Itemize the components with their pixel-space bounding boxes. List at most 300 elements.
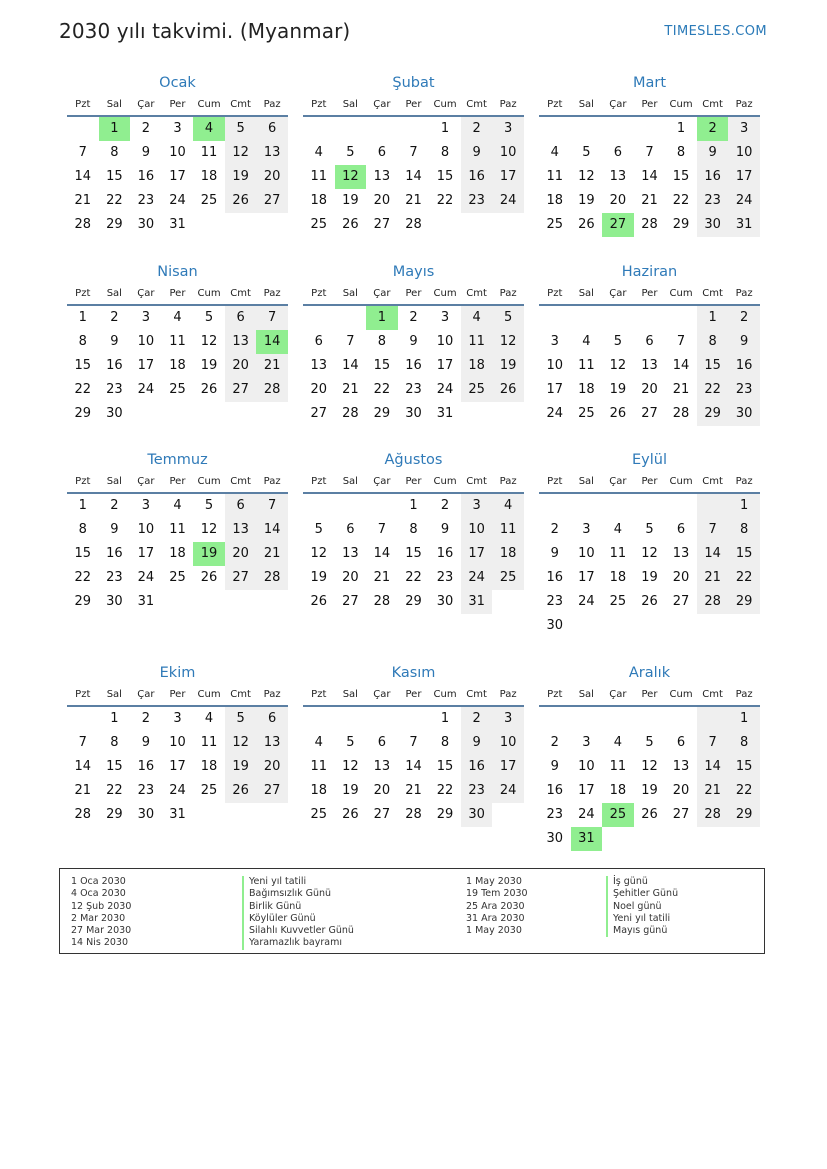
day-cell: 16 bbox=[697, 165, 729, 189]
day-cell: 8 bbox=[728, 731, 760, 755]
day-cell: 29 bbox=[74, 406, 92, 421]
weekday-label: Cum bbox=[669, 689, 693, 700]
day-cell: 14 bbox=[672, 358, 690, 373]
month-name: Temmuz bbox=[147, 452, 208, 468]
day-cell: 4 bbox=[461, 306, 493, 330]
day-cell: 19 bbox=[225, 165, 257, 189]
day-cell: 13 bbox=[225, 330, 257, 354]
empty-cell bbox=[256, 402, 288, 426]
day-cell: 30 bbox=[106, 594, 123, 609]
weekday-label: Per bbox=[169, 288, 186, 299]
legend-right-dates bbox=[466, 876, 528, 937]
day-cell: 24 bbox=[137, 382, 155, 397]
day-cell: 29 bbox=[697, 402, 729, 426]
day-cell: 2 bbox=[141, 121, 151, 136]
week-row bbox=[303, 755, 524, 779]
day-cell: 28 bbox=[256, 566, 288, 590]
day-cell: 24 bbox=[578, 807, 595, 822]
day-cell: 11 bbox=[200, 735, 218, 750]
day-cell: 18 bbox=[310, 193, 328, 208]
day-cell: 19 bbox=[641, 783, 658, 798]
day-cell: 8 bbox=[697, 330, 729, 354]
day-cell: 11 bbox=[609, 546, 627, 561]
day-cell: 15 bbox=[74, 546, 92, 561]
day-cell: 19 bbox=[310, 570, 328, 585]
week-row bbox=[539, 542, 760, 566]
weekday-label: Per bbox=[641, 476, 658, 487]
week-row bbox=[539, 141, 760, 165]
weekday-label: Paz bbox=[499, 476, 517, 487]
empty-cell bbox=[728, 827, 760, 851]
day-cell: 9 bbox=[550, 546, 559, 561]
week-row bbox=[67, 779, 288, 803]
week-row bbox=[303, 566, 524, 590]
week-row bbox=[539, 707, 760, 731]
week-row bbox=[67, 590, 288, 614]
holiday-name: Silahlı Kuvvetler Günü bbox=[242, 925, 354, 937]
day-cell: 11 bbox=[578, 358, 595, 373]
day-cell: 31 bbox=[461, 590, 493, 614]
day-cell: 4 bbox=[314, 145, 323, 160]
day-cell: 5 bbox=[204, 498, 214, 513]
day-cell: 2 bbox=[461, 707, 493, 731]
month-block bbox=[303, 448, 524, 614]
day-cell: 28 bbox=[373, 594, 391, 609]
day-cell: 20 bbox=[609, 193, 627, 208]
day-cell: 6 bbox=[225, 494, 257, 518]
day-cell: 6 bbox=[645, 334, 654, 349]
weekday-label: Çar bbox=[609, 99, 627, 110]
empty-cell bbox=[492, 803, 524, 827]
day-cell: 15 bbox=[373, 358, 391, 373]
day-cell: 22 bbox=[74, 570, 92, 585]
empty-cell bbox=[602, 306, 634, 330]
holiday-name: Yaramazlık bayramı bbox=[242, 937, 354, 949]
empty-cell bbox=[366, 707, 398, 731]
day-cell: 29 bbox=[74, 594, 92, 609]
day-cell: 15 bbox=[106, 759, 123, 774]
day-cell: 16 bbox=[546, 570, 564, 585]
day-cell: 9 bbox=[141, 145, 151, 160]
empty-cell bbox=[461, 213, 493, 237]
day-cell: 22 bbox=[405, 570, 422, 585]
month-block bbox=[539, 448, 760, 638]
day-cell: 2 bbox=[550, 735, 559, 750]
day-cell: 30 bbox=[436, 594, 454, 609]
empty-cell bbox=[602, 707, 634, 731]
week-row bbox=[303, 518, 524, 542]
day-cell: 7 bbox=[78, 735, 87, 750]
day-cell: 3 bbox=[728, 117, 760, 141]
day-cell: 31 bbox=[728, 213, 760, 237]
day-cell: 19 bbox=[641, 570, 658, 585]
weekday-label: Cmt bbox=[466, 689, 487, 700]
day-cell: 28 bbox=[697, 590, 729, 614]
weekday-label: Cum bbox=[669, 99, 693, 110]
empty-cell bbox=[303, 494, 335, 518]
day-cell: 17 bbox=[436, 358, 454, 373]
holiday-name: İş günü bbox=[606, 876, 678, 888]
week-row bbox=[539, 731, 760, 755]
empty-cell bbox=[697, 827, 729, 851]
empty-cell bbox=[130, 402, 162, 426]
weekday-label: Cmt bbox=[230, 476, 251, 487]
empty-cell bbox=[539, 707, 571, 731]
day-cell: 6 bbox=[346, 522, 355, 537]
weekday-header bbox=[303, 472, 524, 494]
day-cell: 20 bbox=[641, 382, 658, 397]
day-cell: 10 bbox=[578, 759, 595, 774]
empty-cell bbox=[634, 494, 666, 518]
day-cell: 1 bbox=[676, 121, 686, 136]
weekday-header bbox=[67, 685, 288, 707]
empty-cell bbox=[335, 494, 367, 518]
week-row bbox=[67, 213, 288, 237]
day-cell: 18 bbox=[546, 193, 564, 208]
day-cell: 3 bbox=[550, 334, 559, 349]
day-cell: 25 bbox=[310, 807, 328, 822]
day-cell: 23 bbox=[546, 594, 564, 609]
weekday-label: Cum bbox=[197, 288, 221, 299]
day-cell: 28 bbox=[74, 217, 92, 232]
day-cell: 30 bbox=[728, 402, 760, 426]
day-cell: 24 bbox=[492, 779, 524, 803]
day-cell: 13 bbox=[641, 358, 658, 373]
weekday-label: Per bbox=[405, 476, 422, 487]
day-cell: 12 bbox=[641, 759, 658, 774]
day-cell: 28 bbox=[256, 378, 288, 402]
day-cell: 12 bbox=[492, 330, 524, 354]
day-cell: 15 bbox=[436, 759, 454, 774]
holiday-name: Köylüler Günü bbox=[242, 913, 354, 925]
holiday-date: 4 Oca 2030 bbox=[71, 888, 126, 900]
day-cell: 22 bbox=[728, 779, 760, 803]
day-cell: 13 bbox=[256, 731, 288, 755]
day-cell: 17 bbox=[578, 570, 595, 585]
day-cell: 10 bbox=[578, 546, 595, 561]
weekday-header bbox=[539, 95, 760, 117]
weekday-label: Cmt bbox=[702, 99, 723, 110]
day-cell: 1 bbox=[366, 306, 398, 330]
day-cell: 5 bbox=[225, 117, 257, 141]
holiday-date: 14 Nis 2030 bbox=[71, 937, 128, 949]
day-cell: 8 bbox=[78, 522, 87, 537]
weekday-label: Pzt bbox=[547, 99, 563, 110]
day-cell: 19 bbox=[492, 354, 524, 378]
day-cell: 5 bbox=[582, 145, 591, 160]
day-cell: 26 bbox=[310, 594, 328, 609]
day-cell: 1 bbox=[440, 711, 450, 726]
month-name: Haziran bbox=[621, 264, 678, 280]
weekday-label: Çar bbox=[609, 689, 627, 700]
week-row bbox=[539, 803, 760, 827]
day-cell: 8 bbox=[409, 522, 418, 537]
weekday-label: Pzt bbox=[75, 288, 91, 299]
day-cell: 7 bbox=[697, 518, 729, 542]
day-cell: 1 bbox=[728, 707, 760, 731]
day-cell: 3 bbox=[582, 522, 591, 537]
empty-cell bbox=[697, 707, 729, 731]
day-cell: 7 bbox=[645, 145, 654, 160]
day-cell: 7 bbox=[697, 731, 729, 755]
holiday-date: 2 Mar 2030 bbox=[71, 912, 126, 924]
empty-cell bbox=[571, 614, 603, 638]
day-cell: 14 bbox=[697, 542, 729, 566]
day-cell: 22 bbox=[74, 382, 92, 397]
weekday-label: Cmt bbox=[230, 99, 251, 110]
weekday-label: Paz bbox=[735, 99, 753, 110]
day-cell: 27 bbox=[225, 566, 257, 590]
empty-cell bbox=[335, 306, 367, 330]
day-cell: 8 bbox=[440, 145, 450, 160]
empty-cell bbox=[256, 213, 288, 237]
weekday-label: Cmt bbox=[466, 476, 487, 487]
weekday-label: Cum bbox=[433, 689, 457, 700]
day-cell: 11 bbox=[609, 759, 627, 774]
day-cell: 20 bbox=[373, 193, 391, 208]
empty-cell bbox=[193, 213, 225, 237]
day-cell: 21 bbox=[256, 354, 288, 378]
week-row bbox=[303, 165, 524, 189]
weekday-label: Çar bbox=[373, 689, 391, 700]
empty-cell bbox=[492, 213, 524, 237]
day-cell: 23 bbox=[461, 779, 493, 803]
day-cell: 15 bbox=[74, 358, 92, 373]
week-row bbox=[303, 117, 524, 141]
weekday-label: Pzt bbox=[75, 99, 91, 110]
week-row bbox=[67, 117, 288, 141]
empty-cell bbox=[634, 827, 666, 851]
day-cell: 10 bbox=[137, 334, 155, 349]
week-row bbox=[303, 330, 524, 354]
day-cell: 9 bbox=[697, 141, 729, 165]
day-cell: 29 bbox=[405, 594, 422, 609]
weekday-label: Per bbox=[405, 288, 422, 299]
brand-link[interactable]: TIMESLES.COM bbox=[664, 24, 767, 39]
week-row bbox=[539, 165, 760, 189]
day-cell: 22 bbox=[728, 566, 760, 590]
month-name: Şubat bbox=[392, 75, 435, 91]
page-title: 2030 yılı takvimi. (Myanmar) bbox=[59, 19, 351, 43]
day-cell: 21 bbox=[373, 570, 391, 585]
day-cell: 4 bbox=[550, 145, 559, 160]
weekday-label: Per bbox=[169, 689, 186, 700]
day-cell: 6 bbox=[256, 117, 288, 141]
weekday-label: Çar bbox=[373, 476, 391, 487]
weekday-label: Pzt bbox=[547, 476, 563, 487]
weekday-label: Paz bbox=[263, 99, 281, 110]
day-cell: 22 bbox=[373, 382, 391, 397]
day-cell: 1 bbox=[440, 121, 450, 136]
day-cell: 28 bbox=[74, 807, 92, 822]
empty-cell bbox=[539, 494, 571, 518]
day-cell: 12 bbox=[310, 546, 328, 561]
day-cell: 14 bbox=[697, 755, 729, 779]
day-cell: 19 bbox=[225, 755, 257, 779]
week-row bbox=[303, 731, 524, 755]
day-cell: 5 bbox=[492, 306, 524, 330]
week-row bbox=[303, 306, 524, 330]
day-cell: 26 bbox=[342, 807, 359, 822]
day-cell: 20 bbox=[672, 570, 690, 585]
day-cell: 20 bbox=[225, 354, 257, 378]
weekday-label: Sal bbox=[342, 476, 358, 487]
day-cell: 29 bbox=[436, 807, 454, 822]
week-row bbox=[539, 189, 760, 213]
month-name: Kasım bbox=[391, 665, 436, 681]
day-cell: 27 bbox=[310, 406, 328, 421]
day-cell: 24 bbox=[492, 189, 524, 213]
month-name: Aralık bbox=[628, 665, 671, 681]
day-cell: 21 bbox=[672, 382, 690, 397]
weekday-label: Sal bbox=[106, 288, 122, 299]
day-cell: 5 bbox=[613, 334, 623, 349]
day-cell: 11 bbox=[169, 522, 186, 537]
day-cell: 23 bbox=[405, 382, 422, 397]
empty-cell bbox=[728, 614, 760, 638]
day-cell: 2 bbox=[110, 498, 119, 513]
day-cell: 9 bbox=[550, 759, 559, 774]
day-cell: 16 bbox=[461, 165, 493, 189]
weekday-header bbox=[539, 685, 760, 707]
day-cell: 27 bbox=[373, 807, 391, 822]
week-row bbox=[67, 141, 288, 165]
day-cell: 14 bbox=[405, 169, 422, 184]
weekday-label: Paz bbox=[499, 689, 517, 700]
day-cell: 9 bbox=[141, 735, 151, 750]
day-cell: 18 bbox=[609, 783, 627, 798]
weekday-header bbox=[67, 95, 288, 117]
day-cell: 19 bbox=[200, 358, 218, 373]
day-cell: 30 bbox=[697, 213, 729, 237]
empty-cell bbox=[429, 213, 461, 237]
day-cell: 2 bbox=[110, 310, 119, 325]
week-row bbox=[67, 518, 288, 542]
weekday-label: Per bbox=[641, 288, 658, 299]
day-cell: 24 bbox=[137, 570, 155, 585]
day-cell: 13 bbox=[373, 169, 391, 184]
day-cell: 13 bbox=[672, 546, 690, 561]
day-cell: 4 bbox=[613, 735, 623, 750]
weekday-label: Sal bbox=[578, 288, 594, 299]
week-row bbox=[67, 566, 288, 590]
month-block bbox=[303, 661, 524, 827]
day-cell: 19 bbox=[578, 193, 595, 208]
weekday-label: Cmt bbox=[466, 288, 487, 299]
week-row bbox=[539, 378, 760, 402]
day-cell: 15 bbox=[728, 542, 760, 566]
empty-cell bbox=[539, 117, 571, 141]
weekday-label: Per bbox=[641, 689, 658, 700]
empty-cell bbox=[665, 827, 697, 851]
day-cell: 25 bbox=[310, 217, 328, 232]
day-cell: 14 bbox=[405, 759, 422, 774]
weekday-label: Per bbox=[405, 689, 422, 700]
day-cell: 24 bbox=[461, 566, 493, 590]
day-cell: 27 bbox=[672, 807, 690, 822]
week-row bbox=[303, 542, 524, 566]
day-cell: 31 bbox=[169, 807, 186, 822]
weekday-label: Cum bbox=[433, 288, 457, 299]
day-cell: 5 bbox=[204, 310, 214, 325]
day-cell: 30 bbox=[546, 831, 564, 846]
day-cell: 14 bbox=[641, 169, 658, 184]
day-cell: 1 bbox=[728, 494, 760, 518]
day-cell: 27 bbox=[256, 779, 288, 803]
day-cell: 21 bbox=[74, 783, 92, 798]
day-cell: 22 bbox=[106, 193, 123, 208]
day-cell: 13 bbox=[609, 169, 627, 184]
day-cell: 16 bbox=[461, 755, 493, 779]
week-row bbox=[539, 518, 760, 542]
month-name: Mart bbox=[632, 75, 667, 91]
day-cell: 1 bbox=[409, 498, 418, 513]
day-cell: 29 bbox=[106, 217, 123, 232]
day-cell: 17 bbox=[578, 783, 595, 798]
empty-cell bbox=[492, 590, 524, 614]
day-cell: 4 bbox=[613, 522, 623, 537]
weekday-label: Cmt bbox=[702, 288, 723, 299]
weekday-label: Per bbox=[169, 99, 186, 110]
day-cell: 30 bbox=[461, 803, 493, 827]
weekday-header bbox=[303, 284, 524, 306]
day-cell: 21 bbox=[342, 382, 359, 397]
weekday-label: Per bbox=[169, 476, 186, 487]
day-cell: 9 bbox=[461, 731, 493, 755]
day-cell: 13 bbox=[256, 141, 288, 165]
day-cell: 4 bbox=[314, 735, 323, 750]
day-cell: 26 bbox=[342, 217, 359, 232]
day-cell: 16 bbox=[106, 358, 123, 373]
empty-cell bbox=[162, 590, 194, 614]
day-cell: 5 bbox=[225, 707, 257, 731]
month-block bbox=[303, 71, 524, 237]
weekday-label: Cum bbox=[433, 476, 457, 487]
week-row bbox=[539, 566, 760, 590]
day-cell: 13 bbox=[342, 546, 359, 561]
empty-cell bbox=[602, 117, 634, 141]
day-cell: 11 bbox=[461, 330, 493, 354]
week-row bbox=[539, 494, 760, 518]
day-cell: 13 bbox=[310, 358, 328, 373]
day-cell: 30 bbox=[137, 217, 155, 232]
month-block bbox=[539, 260, 760, 426]
day-cell: 15 bbox=[405, 546, 422, 561]
week-row bbox=[539, 213, 760, 237]
empty-cell bbox=[303, 707, 335, 731]
empty-cell bbox=[398, 707, 430, 731]
weekday-label: Pzt bbox=[547, 288, 563, 299]
day-cell: 25 bbox=[200, 783, 218, 798]
weekday-header bbox=[67, 284, 288, 306]
month-name: Mayıs bbox=[392, 264, 435, 280]
day-cell: 9 bbox=[409, 334, 418, 349]
day-cell: 2 bbox=[728, 306, 760, 330]
weekday-header bbox=[539, 472, 760, 494]
weekday-label: Pzt bbox=[547, 689, 563, 700]
week-row bbox=[303, 803, 524, 827]
weekday-label: Pzt bbox=[311, 689, 327, 700]
day-cell: 23 bbox=[106, 570, 123, 585]
day-cell: 23 bbox=[461, 189, 493, 213]
empty-cell bbox=[634, 117, 666, 141]
day-cell: 18 bbox=[492, 542, 524, 566]
holiday-name: Yeni yıl tatili bbox=[242, 876, 354, 888]
month-block bbox=[67, 71, 288, 237]
day-cell: 13 bbox=[672, 759, 690, 774]
day-cell: 10 bbox=[436, 334, 454, 349]
weekday-label: Sal bbox=[578, 476, 594, 487]
